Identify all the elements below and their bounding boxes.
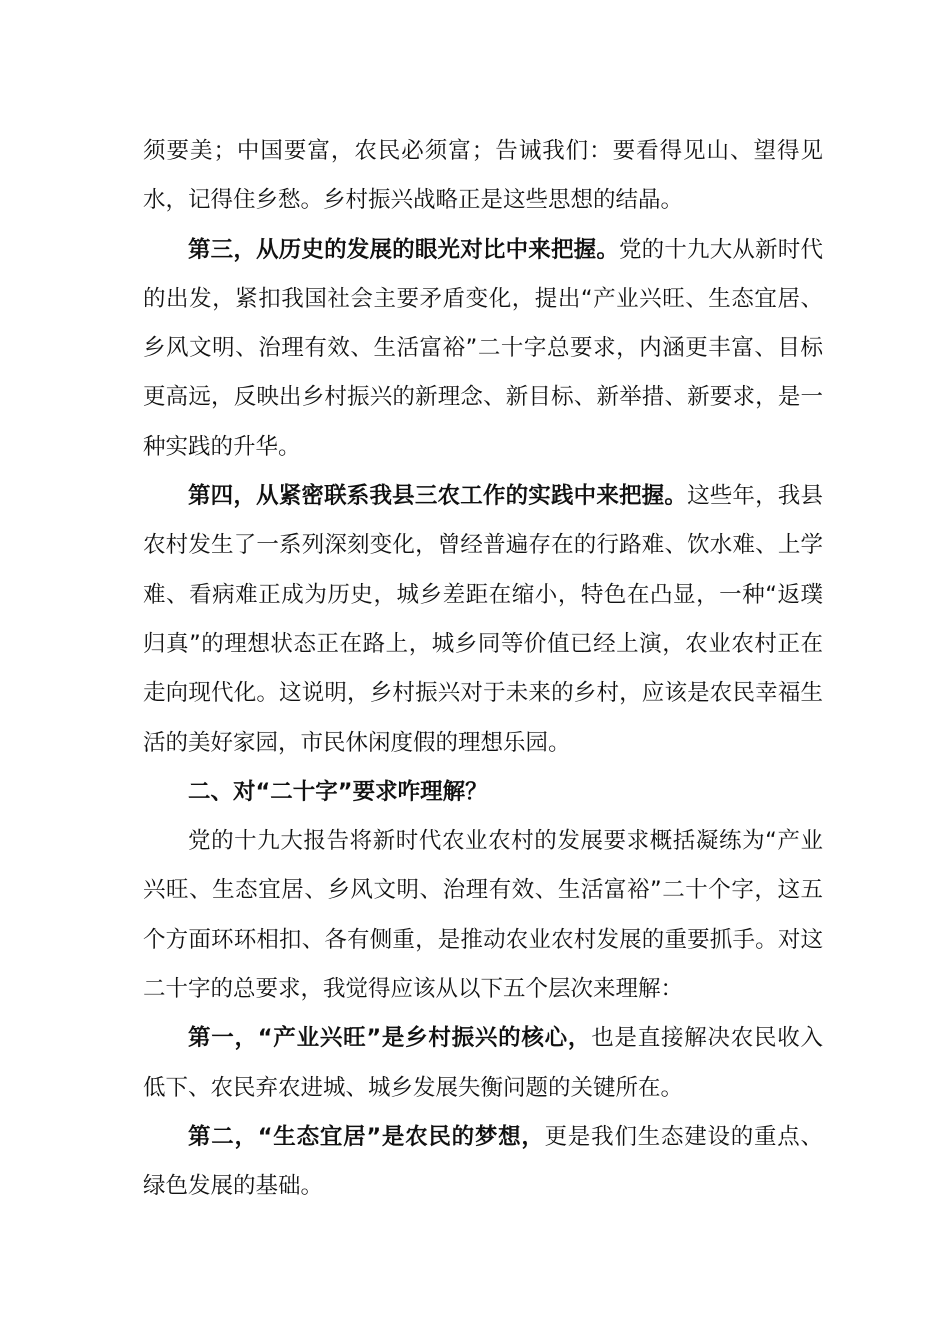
paragraph-6-heading: 第一，“产业兴旺”是乡村振兴的核心， — [188, 1025, 592, 1052]
paragraph-7 — [143, 1113, 823, 1212]
paragraph-7-heading: 第二，“生态宜居”是农民的梦想， — [188, 1123, 545, 1150]
paragraph-6-text: 也是直接解决农民收入低下、农民弃农进城、城乡发展失衡问题的关键所在。 — [143, 1025, 823, 1101]
paragraph-7-text: 更是我们生态建设的重点、绿色发展的基础。 — [143, 1123, 823, 1200]
section-heading — [143, 768, 823, 817]
paragraph-3-heading: 第四，从紧密联系我县三农工作的实践中来把握。 — [188, 483, 688, 510]
paragraph-3-text: 这些年，我县农村发生了一系列深刻变化，曾经普遍存在的行路难、饮水难、上学难、看病难正成为历史，城乡差距在缩小，特色在凸显，一种“返璞归真”的理想状态正在路上，城乡同等价值已经上演，农业农村正在走向现代化。这说明，乡村振兴对于未来的乡村，应该是农民幸福生活的美好家园，市民休闲度假的理想乐园。 — [143, 483, 823, 756]
section-heading-text: 二、对“二十字”要求咋理解？ — [188, 778, 488, 805]
paragraph-2-heading: 第三，从历史的发展的眼光对比中来把握。 — [188, 236, 619, 263]
paragraph-1 — [143, 127, 823, 226]
paragraph-2-text: 党的十九大从新时代的出发，紧扣我国社会主要矛盾变化，提出“产业兴旺、生态宜居、乡风文明、治理有效、生活富裕”二十字总要求，内涵更丰富、目标更高远，反映出乡村振兴的新理念、新目标、新举措、新要求，是一种实践的升华。 — [143, 236, 823, 460]
paragraph-2 — [143, 226, 823, 472]
paragraph-3 — [143, 472, 823, 768]
paragraph-5-text: 党的十九大报告将新时代农业农村的发展要求概括凝练为“产业兴旺、生态宜居、乡风文明、治理有效、生活富裕”二十个字，这五个方面环环相扣、各有侧重，是推动农业农村发展的重要抓手。对这二十字的总要求，我觉得应该从以下五个层次来理解： — [143, 828, 823, 1003]
paragraph-1-text: 须要美；中国要富，农民必须富；告诫我们：要看得见山、望得见水，记得住乡愁。乡村振兴战略正是这些思想的结晶。 — [143, 138, 823, 214]
paragraph-6 — [143, 1014, 823, 1113]
paragraph-5 — [143, 817, 823, 1014]
document-body — [143, 127, 823, 1212]
